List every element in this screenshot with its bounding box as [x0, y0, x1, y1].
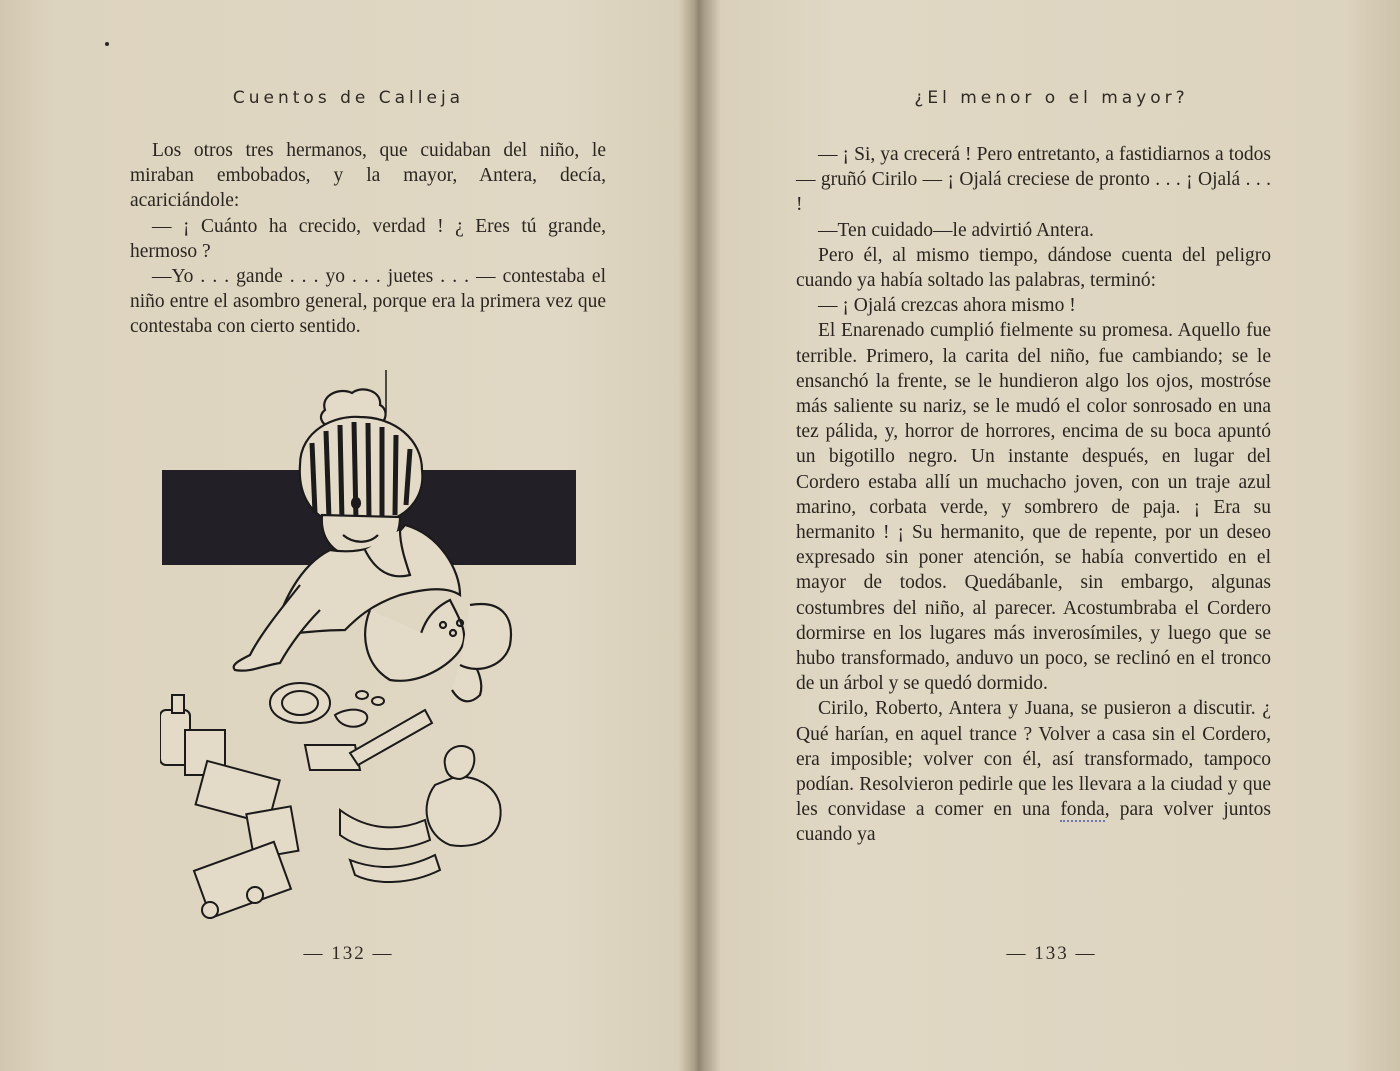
- spellcheck-underlined-word: fonda: [1060, 799, 1105, 821]
- page-number-right: — 133 —: [1006, 943, 1097, 964]
- ink-speck: [105, 42, 109, 46]
- child-playing-illustration: [160, 365, 580, 925]
- paragraph: — ¡ Si, ya crecerá ! Pero entretanto, a fastidiarnos a todos — gruñó Cirilo — ¡ Ojalá creciese de pronto . . . ¡ Ojalá . . . !: [796, 144, 1271, 216]
- paragraph: Pero él, al mismo tiempo, dándose cuenta del peligro cuando ya había soltado las palabras, terminó:: [796, 244, 1271, 292]
- text-run: , para volver juntos cuando ya: [796, 799, 1272, 846]
- paragraph: —Ten cuidado—le advirtió Antera.: [818, 219, 1094, 241]
- illustration-drawing: [160, 365, 580, 925]
- text-run: Cirilo, Roberto, Antera y Juana, se pusieron a discutir. ¿ Qué harían, en aquel trance ? Volver a casa sin el Cordero, era imposible; volver con él, así transformado, tampoco podían. Resolvieron pedirle que les llevara a la ciudad y que les convidase a comer en una: [796, 698, 1271, 821]
- paragraph: El Enarenado cumplió fielmente su promesa. Aquello fue terrible. Primero, la carita del niño, fue cambiando; se le ensanchó la frente, se le hundieron algo los ojos, mostróse más saliente su nariz, se le mudó el color sonrosado en una tez pálida, y, horror de horrores, encima de su boca apuntó un bigotillo negro. Un instante después, en lugar del Cordero estaba allí un muchacho joven, con un traje azul marino, corbata verde, y sombrero de paja. ¡ Era su hermanito ! ¡ Su hermanito, que de repente, por un deseo expresado sin poner atención, se había convertido en el mayor de todos. Quedábanle, sin embargo, algunas costumbres del niño, al parecer. Acostumbraba el Cordero dormirse en los lugares más inverosímiles, y luego que se hubo transformado, anduvo un poco, se reclinó en el tronco de un árbol y se quedó dormido.: [796, 320, 1271, 695]
- paragraph: —Yo . . . gande . . . yo . . . juetes . . . — contestaba el niño entre el asombro general, porque era la primera vez que contestaba con cierto sentido.: [130, 266, 606, 338]
- right-body-text: [796, 142, 1271, 848]
- paragraph: — ¡ Ojalá crezcas ahora mismo !: [818, 295, 1076, 317]
- page-number-left: — 132 —: [303, 943, 394, 964]
- paragraph: [796, 696, 1271, 847]
- right-page: [703, 0, 1400, 1071]
- paragraph: Los otros tres hermanos, que cuidaban del niño, le miraban embobados, y la mayor, Antera, decía, acariciándole:: [130, 140, 606, 212]
- paragraph: — ¡ Cuánto ha crecido, verdad ! ¿ Eres tú grande, hermoso ?: [130, 215, 606, 262]
- left-page: [0, 0, 697, 1071]
- running-head-right: ¿El menor o el mayor?: [914, 88, 1189, 108]
- left-body-text: [130, 138, 606, 340]
- running-head-left: Cuentos de Calleja: [232, 88, 465, 108]
